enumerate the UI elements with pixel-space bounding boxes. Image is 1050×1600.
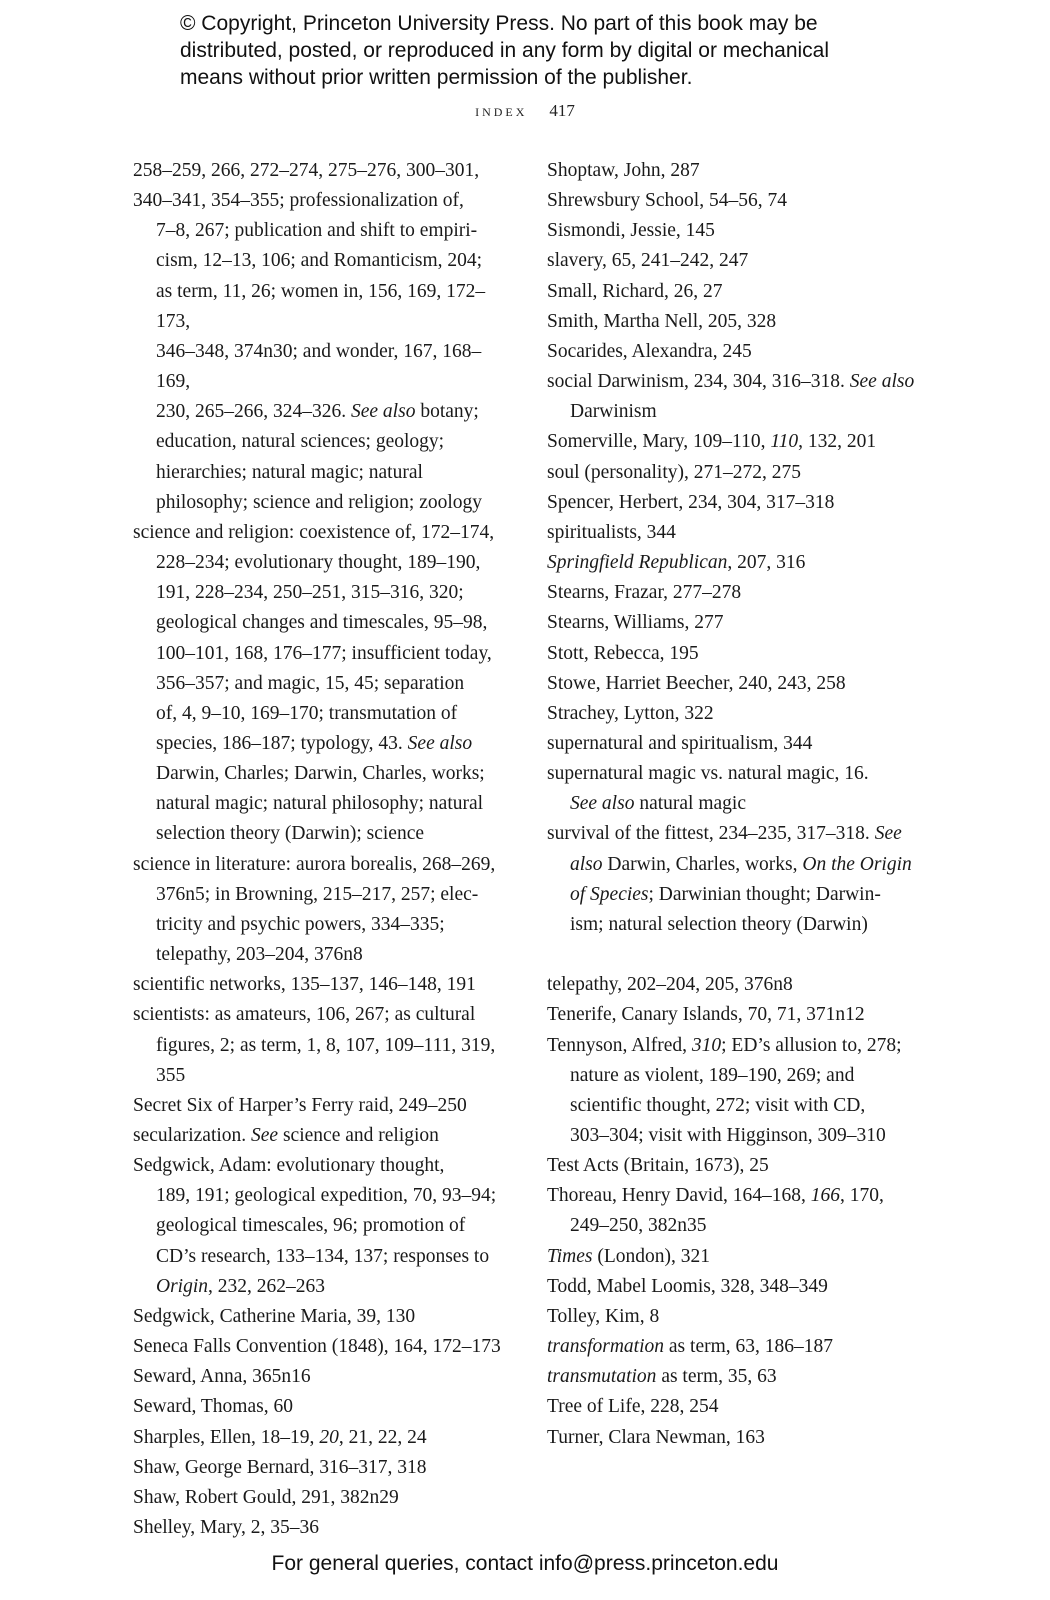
index-entry-continuation: figures, 2; as term, 1, 8, 107, 109–111, 319, 355 [156, 1034, 496, 1086]
index-entry-continuation: 228–234; evolutionary thought, 189–190, [156, 552, 481, 574]
index-entry-continuation: of Species; Darwinian thought; Darwin- [570, 883, 881, 905]
index-entry: Small, Richard, 26, 27 [547, 280, 723, 302]
index-entry: Stowe, Harriet Beecher, 240, 243, 258 [547, 672, 846, 694]
index-entry: Seneca Falls Convention (1848), 164, 172–173 [133, 1336, 501, 1358]
index-entry: Smith, Martha Nell, 205, 328 [547, 310, 777, 332]
index-entry: Sedgwick, Catherine Maria, 39, 130 [133, 1305, 416, 1327]
index-entry-continuation: See also natural magic [570, 793, 746, 815]
index-entry: Stearns, Williams, 277 [547, 612, 724, 634]
index-entry: supernatural magic vs. natural magic, 16. [547, 763, 869, 785]
index-column-right [547, 156, 922, 1453]
index-entry: spiritualists, 344 [547, 521, 676, 543]
index-entry-continuation: 346–348, 374n30; and wonder, 167, 168–169, [156, 340, 482, 393]
index-entry: Spencer, Herbert, 234, 304, 317–318 [547, 491, 835, 513]
running-head-label: index [475, 101, 528, 120]
index-entry: 258–259, 266, 272–274, 275–276, 300–301, [133, 160, 480, 181]
index-entry: telepathy, 202–204, 205, 376n8 [547, 974, 793, 996]
index-entry: science and religion: coexistence of, 172–174, [133, 521, 495, 543]
index-entry-continuation: cism, 12–13, 106; and Romanticism, 204; [156, 250, 483, 272]
index-entry-continuation: tricity and psychic powers, 334–335; [156, 913, 445, 935]
index-entry: Secret Six of Harper’s Ferry raid, 249–250 [133, 1094, 467, 1116]
page-number: 417 [549, 101, 575, 120]
index-entry-continuation: Origin, 232, 262–263 [156, 1275, 326, 1297]
index-entry-continuation: 7–8, 267; publication and shift to empiri- [156, 220, 478, 242]
index-entry-continuation: CD’s research, 133–134, 137; responses to [156, 1245, 490, 1267]
index-entry-continuation: of, 4, 9–10, 169–170; transmutation of [156, 702, 458, 724]
index-entry: Tennyson, Alfred, 310; ED’s allusion to, 278; [547, 1034, 902, 1056]
index-entry: Sismondi, Jessie, 145 [547, 220, 715, 242]
index-entry-continuation: also Darwin, Charles, works, On the Origin [570, 853, 912, 875]
index-entry-continuation: philosophy; science and religion; zoology [156, 491, 483, 513]
index-entry: Socarides, Alexandra, 245 [547, 340, 752, 362]
index-entry: Shaw, George Bernard, 316–317, 318 [133, 1456, 427, 1478]
index-entry-continuation: 356–357; and magic, 15, 45; separation [156, 672, 465, 694]
index-entry: Shrewsbury School, 54–56, 74 [547, 190, 787, 212]
index-entry: Stearns, Frazar, 277–278 [547, 582, 742, 604]
index-entry: Turner, Clara Newman, 163 [547, 1426, 765, 1448]
index-entry: Shelley, Mary, 2, 35–36 [133, 1517, 319, 1539]
index-entry-continuation: 191, 228–234, 250–251, 315–316, 320; [156, 582, 464, 604]
copyright-line: © Copyright, Princeton University Press. No part of this book may be [180, 12, 818, 35]
index-entry: Strachey, Lytton, 322 [547, 702, 714, 724]
index-entry: transformation as term, 63, 186–187 [547, 1336, 834, 1358]
index-entry-continuation: natural magic; natural philosophy; natural [156, 793, 484, 815]
index-entry: soul (personality), 271–272, 275 [547, 461, 802, 483]
index-entry: Todd, Mabel Loomis, 328, 348–349 [547, 1275, 828, 1297]
index-entry: Shoptaw, John, 287 [547, 160, 700, 181]
index-entry-continuation: species, 186–187; typology, 43. See also [156, 732, 473, 754]
index-entry-continuation: ism; natural selection theory (Darwin) [570, 913, 868, 935]
index-entry-continuation: scientific thought, 272; visit with CD, [570, 1094, 866, 1116]
index-entry: 340–341, 354–355; professionalization of, [133, 190, 464, 212]
index-entry: slavery, 65, 241–242, 247 [547, 250, 749, 272]
index-entry: Seward, Thomas, 60 [133, 1396, 293, 1418]
index-entry-continuation: hierarchies; natural magic; natural [156, 461, 423, 483]
index-entry: Seward, Anna, 365n16 [133, 1366, 311, 1388]
copyright-line: means without prior written permission of the publisher. [180, 66, 693, 89]
index-entry: Sharples, Ellen, 18–19, 20, 21, 22, 24 [133, 1426, 427, 1448]
index-entry: Thoreau, Henry David, 164–168, 166, 170, [547, 1185, 884, 1207]
index-entry: Test Acts (Britain, 1673), 25 [547, 1155, 769, 1177]
index-entry-continuation: 230, 265–266, 324–326. See also botany; [156, 401, 479, 423]
index-entry: secularization. See science and religion [133, 1125, 439, 1146]
footer-contact: For general queries, contact info@press.princeton.edu [271, 1552, 779, 1575]
index-entry: Tolley, Kim, 8 [547, 1305, 660, 1327]
copyright-line: distributed, posted, or reproduced in any form by digital or mechanical [180, 39, 830, 62]
index-entry-continuation: telepathy, 203–204, 376n8 [156, 944, 363, 966]
index-entry-continuation: as term, 11, 26; women in, 156, 169, 172–173, [156, 280, 486, 332]
index-entry: Times (London), 321 [547, 1245, 711, 1267]
index-entry-continuation: education, natural sciences; geology; [156, 431, 445, 453]
index-gap [547, 940, 922, 970]
index-entry: Tenerife, Canary Islands, 70, 71, 371n12 [547, 1004, 865, 1026]
index-entry: transmutation as term, 35, 63 [547, 1366, 777, 1388]
index-entry: scientists: as amateurs, 106, 267; as cultural [133, 1004, 476, 1026]
index-entry: Springfield Republican, 207, 316 [547, 552, 806, 574]
index-entry: Stott, Rebecca, 195 [547, 642, 699, 664]
index-entry: supernatural and spiritualism, 344 [547, 732, 813, 754]
running-head [0, 101, 1050, 121]
index-entry-continuation: 189, 191; geological expedition, 70, 93–94; [156, 1185, 497, 1207]
index-entry: Tree of Life, 228, 254 [547, 1396, 719, 1418]
copyright-notice [180, 10, 940, 91]
index-entry-continuation: 376n5; in Browning, 215–217, 257; elec- [156, 883, 479, 905]
index-entry: social Darwinism, 234, 304, 316–318. See also [547, 371, 915, 393]
index-entry: Somerville, Mary, 109–110, 110, 132, 201 [547, 431, 877, 453]
index-entry: Shaw, Robert Gould, 291, 382n29 [133, 1486, 399, 1508]
index-entry: science in literature: aurora borealis, 268–269, [133, 853, 496, 875]
index-entry-continuation: geological timescales, 96; promotion of [156, 1215, 466, 1237]
index-entry-continuation: geological changes and timescales, 95–98, [156, 612, 488, 634]
index-entry: Sedgwick, Adam: evolutionary thought, [133, 1155, 445, 1177]
index-entry-continuation: 303–304; visit with Higginson, 309–310 [570, 1124, 886, 1146]
index-column-left [133, 156, 508, 1543]
index-entry: survival of the fittest, 234–235, 317–318. See [547, 823, 902, 845]
index-entry-continuation: nature as violent, 189–190, 269; and [570, 1064, 855, 1086]
index-entry: scientific networks, 135–137, 146–148, 191 [133, 974, 476, 996]
index-entry-continuation: 249–250, 382n35 [570, 1215, 707, 1237]
index-entry-continuation: 100–101, 168, 176–177; insufficient today, [156, 642, 492, 664]
index-entry-continuation: Darwinism [570, 401, 657, 423]
index-entry-continuation: Darwin, Charles; Darwin, Charles, works; [156, 763, 485, 785]
index-entry-continuation: selection theory (Darwin); science [156, 823, 425, 845]
